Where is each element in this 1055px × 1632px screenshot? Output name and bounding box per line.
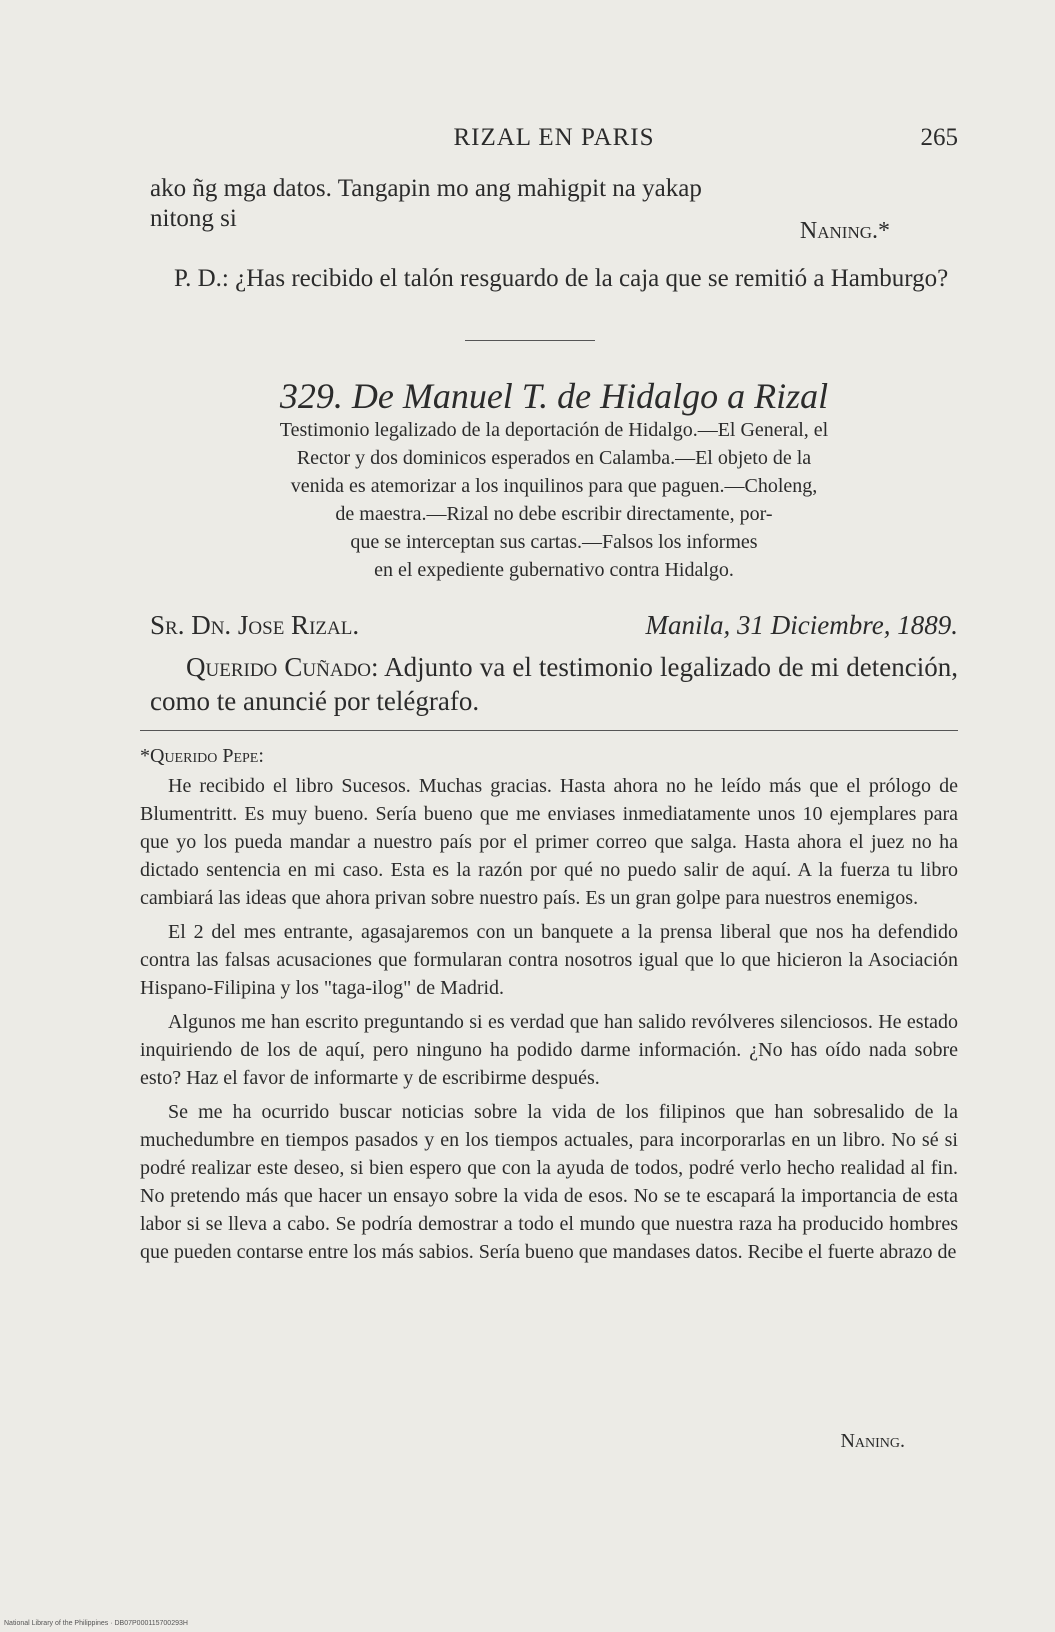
summary-line: que se interceptan sus cartas.—Falsos los informes <box>350 531 758 553</box>
previous-letter-signature: Naning.* <box>799 218 890 244</box>
letter-body-text: Adjunto va el testimonio legalizado de mi detención, como te anuncié por telégrafo. <box>150 652 958 716</box>
page-number: 265 <box>920 124 958 151</box>
addressee: Sr. Dn. Jose Rizal. <box>150 610 360 640</box>
addressee-line <box>150 610 958 644</box>
footnote-rule <box>140 730 958 731</box>
footnote-paragraph: El 2 del mes entrante, agasajaremos con un banquete a la prensa liberal que nos ha defendido contra las falsas acusaciones que formularan contra nosotros igual que lo que hicieron la Asociación Hispano-Filipina y los "taga-ilog" de Madrid. <box>140 921 958 999</box>
previous-letter-closing-line-2: nitong si <box>150 205 237 232</box>
postscript: P. D.: ¿Has recibido el talón resguardo de la caja que se remitió a Hamburgo? <box>174 265 949 292</box>
letter-heading: 329. De Manuel T. de Hidalgo a Rizal <box>279 376 829 416</box>
letter-salutation: Querido Cuñado: <box>186 652 379 682</box>
section-divider <box>465 340 595 341</box>
footnote-signature: Naning. <box>840 1430 905 1452</box>
footnote <box>140 742 958 1272</box>
letter-body <box>150 650 958 718</box>
previous-letter-closing-line-1: ako ñg mga datos. Tangapin mo ang mahigpit na yakap <box>150 175 702 202</box>
summary-line: de maestra.—Rizal no debe escribir directamente, por- <box>335 503 773 525</box>
footnote-paragraph: He recibido el libro Sucesos. Muchas gracias. Hasta ahora no he leído más que el prólogo de Blumentritt. Es muy bueno. Sería bueno que me enviases inmediatamente unos 10 ejemplares para que yo los pueda mandar a nuestro país por el primer correo que salga. Hasta ahora el juez no ha dictado sentencia en mi caso. Esta es la razón por qué no puedo salir de aquí. A la fuerza tu libro cambiará las ideas que ahora privan sobre nuestro país. Es un gran golpe para nuestros enemigos. <box>140 775 958 909</box>
footnote-salutation: *Querido Pepe: <box>140 745 264 767</box>
footnote-paragraph: Algunos me han escrito preguntando si es verdad que han salido revólveres silenciosos. He estado inquiriendo de los de aquí, pero ninguno ha podido darme información. ¿No has oído nada sobre esto? Haz el favor de informarte y de escribirme después. <box>140 1011 958 1089</box>
page-header <box>150 120 958 160</box>
summary-line: Rector y dos dominicos esperados en Calamba.—El objeto de la <box>296 447 812 469</box>
summary-line: Testimonio legalizado de la deportación de Hidalgo.—El General, el <box>279 419 829 441</box>
footnote-paragraph: Se me ha ocurrido buscar noticias sobre la vida de los filipinos que han sobresalido de la muchedumbre en tiempos pasados y en los tiempos actuales, para incorporarlas en un libro. No sé si podré realizar este deseo, si bien espero que con la ayuda de todos, podré verlo hecho realidad al fin. No pretendo más que hacer un ensayo sobre la vida de esos. No se te escapará la importancia de esta labor si se lleva a cabo. Se podría demostrar a todo el mundo que nuestra raza ha producido hombres que pueden contarse entre los más sabios. Sería bueno que mandases datos. Recibe el fuerte abrazo de <box>140 1101 958 1263</box>
letter-summary <box>150 416 958 584</box>
summary-line: en el expediente gubernativo contra Hidalgo. <box>374 559 734 581</box>
summary-line: venida es atemorizar a los inquilinos para que paguen.—Choleng, <box>290 475 818 497</box>
place-date: Manila, 31 Diciembre, 1889. <box>645 610 958 640</box>
library-credit: National Library of the Philippines · DB07P000115700293H <box>4 1620 188 1627</box>
running-title: RIZAL EN PARIS <box>453 124 655 151</box>
